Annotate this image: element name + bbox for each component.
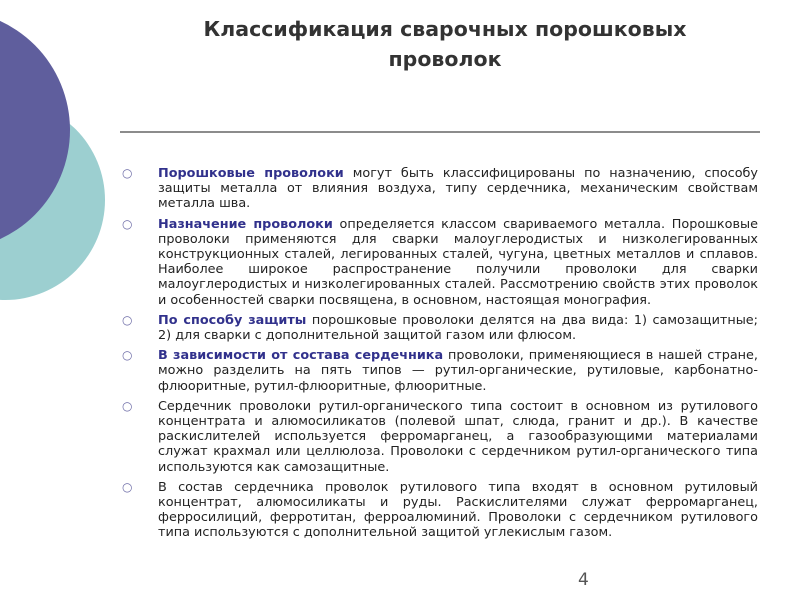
page-number: 4	[578, 570, 589, 590]
item-text: определяется классом свариваемого металла. Порошковые проволоки применяются для сварки малоуглеродистых и низколегированных конструкционных сталей, легированных сталей, чугуна, цветных металлов и сплавов. Наиболее широкое распространение получили проволоки для сварки малоуглеродистых и низколегированных сталей. Рассмотрению свойств этих проволок и особенностей сварки посвящена, в основном, настоящая монография.	[158, 216, 759, 308]
circle-bullet-icon: ○	[122, 398, 133, 413]
circle-bullet-icon: ○	[122, 166, 133, 180]
circle-bullet-icon: ○	[122, 216, 133, 231]
item-text: проволоки, применяющиеся в нашей стране, можно разделить на пять типов — рутил-органические, рутиловые, карбонатно-флюоритные, рутил-флюоритные, флюоритные.	[158, 348, 758, 394]
item-lead: В зависимости от состава сердечника	[158, 348, 444, 364]
item-text: Сердечник проволоки рутил-органического типа состоит в основном из рутилового концентрата и алюмосиликатов (полевой шпат, слюда, гранит и др.). В качестве раскислителей используется ферромарганец, а газообразующими материалами служат крахмал или целлюлоза. Проволоки с сердечником рутил-органического типа используются как самозащитные.	[158, 398, 758, 475]
item-text: могут быть классифицированы по назначению, способу защиты металла от влияния воздуха, типу сердечника, механическим свойствам металла шва.	[158, 166, 758, 212]
list-item	[118, 217, 758, 308]
circle-bullet-icon: ○	[122, 312, 133, 327]
item-text: порошковые проволоки делятся на два вида: 1) самозащитные; 2) для сварки с дополнительной защитой газом или флюсом.	[158, 312, 758, 344]
item-lead: Назначение проволоки	[158, 216, 333, 232]
circle-bullet-icon: ○	[122, 479, 133, 494]
list-item	[118, 480, 758, 541]
circle-bullet-icon: ○	[122, 348, 133, 363]
item-lead: По способу защиты	[158, 312, 307, 328]
list-item	[118, 399, 758, 475]
list-item	[118, 348, 758, 394]
list-item	[118, 313, 758, 343]
title-divider	[120, 131, 760, 133]
list-item	[118, 166, 758, 212]
item-text: В состав сердечника проволок рутилового типа входят в основном рутиловый концентрат, алюмосиликаты и руды. Раскислителями служат ферромарганец, ферросилиций, ферротитан, ферроалюминий. Проволоки с сердечником рутилового типа используются с дополнительной защитой углекислым газом.	[158, 479, 758, 541]
bullet-list	[118, 166, 758, 546]
slide-title: Классификация сварочных порошковых проволок	[203, 17, 687, 71]
item-lead: Порошковые проволоки	[158, 166, 344, 181]
